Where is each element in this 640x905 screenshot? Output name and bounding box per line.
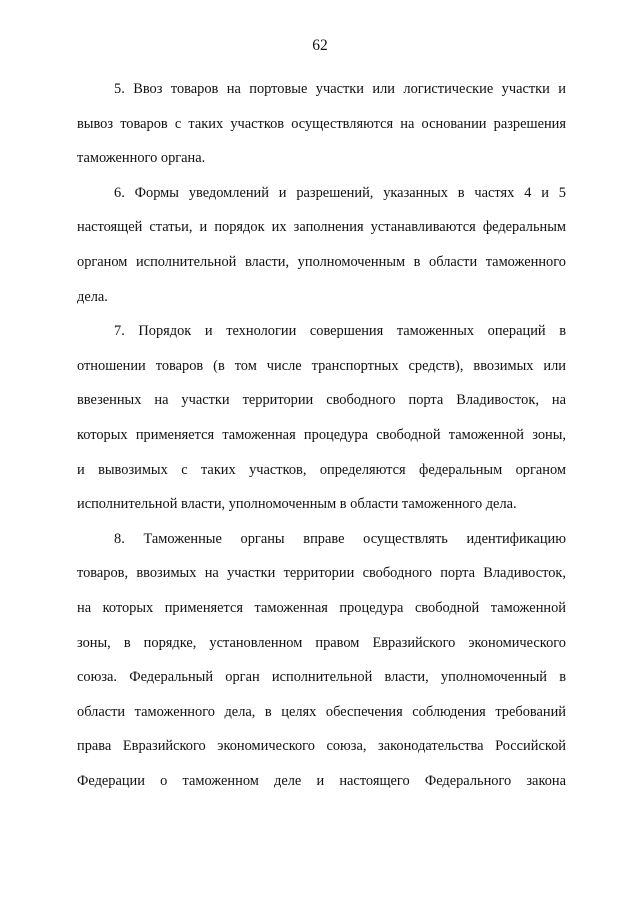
text-line: органом исполнительной власти, уполномоченным в области таможенного	[77, 253, 566, 270]
text-line: 5. Ввоз товаров на портовые участки или логистические участки и	[114, 81, 566, 97]
text-line: области таможенного дела, в целях обеспечения соблюдения требований	[77, 703, 566, 720]
text-line: настоящей статьи, и порядок их заполнения устанавливаются федеральным	[77, 219, 566, 236]
text-line: и вывозимых с таких участков, определяются федеральным органом	[77, 461, 566, 478]
text-line: 8. Таможенные органы вправе осуществлять идентификацию	[114, 530, 566, 547]
text-line: Федерации о таможенном деле и настоящего Федерального закона	[77, 772, 566, 789]
text-line: права Евразийского экономического союза, законодательства Российской	[77, 738, 566, 755]
text-line: вывоз товаров с таких участков осуществляются на основании разрешения	[77, 115, 566, 132]
text-line: 6. Формы уведомлений и разрешений, указанных в частях 4 и 5	[114, 184, 566, 201]
paragraph-5	[77, 72, 566, 176]
document-body	[77, 72, 566, 798]
text-line: которых применяется таможенная процедура свободной таможенной зоны,	[77, 426, 566, 443]
paragraph-6	[77, 176, 566, 314]
text-line: зоны, в порядке, установленном правом Евразийского экономического	[77, 634, 566, 651]
text-line: товаров, ввозимых на участки территории свободного порта Владивосток,	[77, 565, 566, 582]
text-line: 7. Порядок и технологии совершения таможенных операций в	[114, 323, 566, 340]
text-line: таможенного органа.	[77, 150, 206, 167]
paragraph-8	[77, 522, 566, 799]
text-line: дела.	[77, 288, 108, 305]
paragraph-7	[77, 314, 566, 522]
text-line: исполнительной власти, уполномоченным в области таможенного дела.	[77, 496, 517, 513]
text-line: отношении товаров (в том числе транспортных средств), ввозимых или	[77, 357, 566, 374]
text-line: на которых применяется таможенная процедура свободной таможенной	[77, 599, 566, 616]
text-line: союза. Федеральный орган исполнительной власти, уполномоченный в	[77, 669, 566, 686]
text-line: ввезенных на участки территории свободного порта Владивосток, на	[77, 392, 566, 409]
page-number: 62	[312, 37, 328, 54]
